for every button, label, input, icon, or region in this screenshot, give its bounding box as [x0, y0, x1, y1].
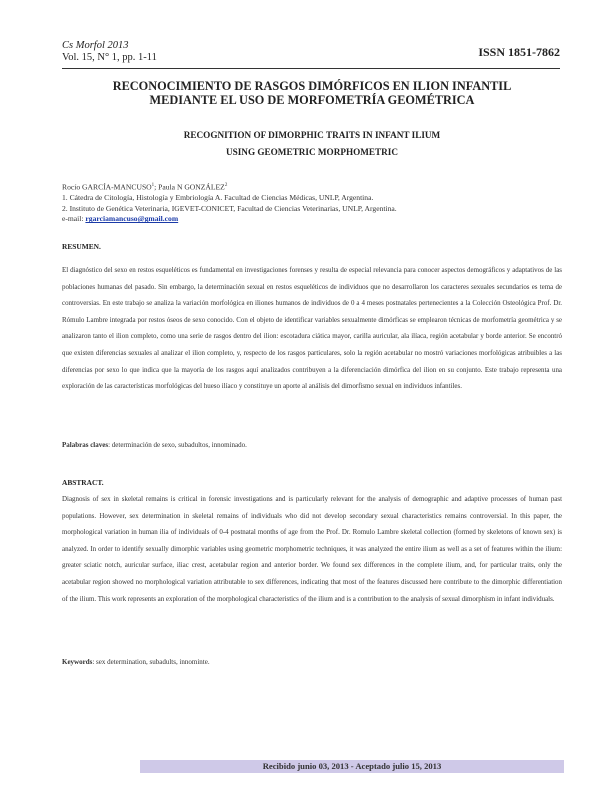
author-2-affil: 2	[224, 183, 228, 188]
email-link[interactable]: rgarciamancuso@gmail.com	[85, 214, 179, 224]
title-spanish	[62, 79, 562, 107]
author-2: Paula N GONZÁLEZ	[158, 182, 225, 192]
affiliation-1: 1. Cátedra de Citología, Histología y Embriología A. Facultad de Ciencias Médicas, UNLP, Argentina.	[62, 193, 374, 203]
abstract-keywords-label: Keywords	[62, 658, 93, 666]
author-1: Rocío GARCÍA-MANCUSO	[62, 182, 152, 192]
resumen-heading: RESUMEN.	[62, 242, 101, 251]
email-line	[62, 214, 562, 225]
title-es-line2: MEDIANTE EL USO DE MORFOMETRÍA GEOMÉTRICA	[149, 93, 475, 107]
abstract-text: Diagnosis of sex in skeletal remains is critical in forensic investigations and is particularly relevant for the analysis of demographic and adaptive processes of human past populations. However, sex determination in skeletal remains of individuals who did not develop secondary sexual characteristics remains controversial. In this paper, the morphological variation in human ilia of individuals of 0-4 postnatal months of age from the Prof. Dr. Romulo Lambre skeletal collection (formed by skeletons of known sex) is analyzed. In order to identify sexually dimorphic variables using geometric morphometric techniques, it was analyzed the entire ilium as well as a set of features within the ilium: greater sciatic notch, auricular surface, iliac crest, acetabular region and anterior border. We found sex differences in the complete ilium, and, for particular traits, only the acetabular region showed no morphological variation attributable to sex differences, indicating that most of the features discussed here contribute to the dimorphic differentiation of the ilium. This work represents an exploration of the morphological characteristics of the ilium and is a contribution to the analysis of sexual dimorphism in infant individuals.	[62, 495, 562, 603]
journal-volume: Vol. 15, N° 1, pp. 1-11	[62, 52, 157, 63]
received-dates: Recibido junio 03, 2013 - Aceptado julio 15, 2013	[262, 761, 442, 771]
abstract-heading: ABSTRACT.	[62, 478, 104, 487]
title-en-line2: USING GEOMETRIC MORPHOMETRIC	[225, 147, 399, 157]
title-en-line1: RECOGNITION OF DIMORPHIC TRAITS IN INFANT ILIUM	[183, 130, 441, 140]
affiliation-2: 2. Instituto de Genética Veterinaria, IGEVET-CONICET, Facultad de Ciencias Veterinarias, UNLP, Argentina.	[62, 203, 397, 213]
author-line	[62, 181, 562, 193]
issn: ISSN 1851-7862	[478, 45, 560, 59]
title-es-line1: RECONOCIMIENTO DE RASGOS DIMÓRFICOS EN ILION INFANTIL	[112, 79, 512, 93]
journal-name: Cs Morfol 2013	[62, 40, 129, 51]
header-divider	[62, 68, 560, 69]
email-label: e-mail:	[62, 214, 86, 224]
resumen-keywords-label: Palabras claves	[62, 441, 109, 449]
author-1-affil: 1	[151, 183, 155, 188]
resumen-keywords-text: : determinación de sexo, subadultos, innominado.	[108, 441, 247, 449]
title-english	[62, 127, 562, 161]
author-block	[62, 181, 562, 225]
abstract-keywords-text: : sex determination, subadults, innominte.	[92, 658, 210, 666]
resumen-text: El diagnóstico del sexo en restos esqueléticos es fundamental en investigaciones forenses y resulta de especial relevancia para conocer aspectos demográficos y adaptativos de las poblaciones humanas del pasado. Sin embargo, la determinación sexual en restos esqueléticos de individuos que no desarrollaron los caracteres sexuales secundarios es tema de controversias. En este trabajo se analiza la variación morfológica en iliones humanos de individuos de 0 a 4 meses postnatales pertenecientes a la Colección Osteológica Prof. Dr. Rómulo Lambre integrada por restos óseos de sexo conocido. Con el objeto de identificar variables sexualmente dimórficas se emplearon técnicas de morfometría geométrica y se analizaron tanto el ilion completo, como una serie de rasgos dentro del ilion: escotadura ciática mayor, carilla auricular, ala ilíaca, región acetabular y borde anterior. Se encontró que existen diferencias sexuales al analizar el ilion completo, y, respecto de los rasgos particulares, solo la región acetabular no mostró variaciones morfológicas atribuibles a las diferencias por sexo lo que indica que la mayoría de los rasgos aquí analizados contribuyen a la diferenciación dimórfica del ilion en su conjunto. Este trabajo representa una exploración de las características morfológicas del hueso ilíaco y constituye un aporte al análisis del dimorfismo sexual en individuos infantiles.	[62, 266, 562, 391]
resumen-keywords	[62, 441, 247, 449]
author-separator: ;	[154, 182, 159, 192]
journal-info	[62, 40, 157, 64]
abstract-keywords	[62, 658, 210, 666]
